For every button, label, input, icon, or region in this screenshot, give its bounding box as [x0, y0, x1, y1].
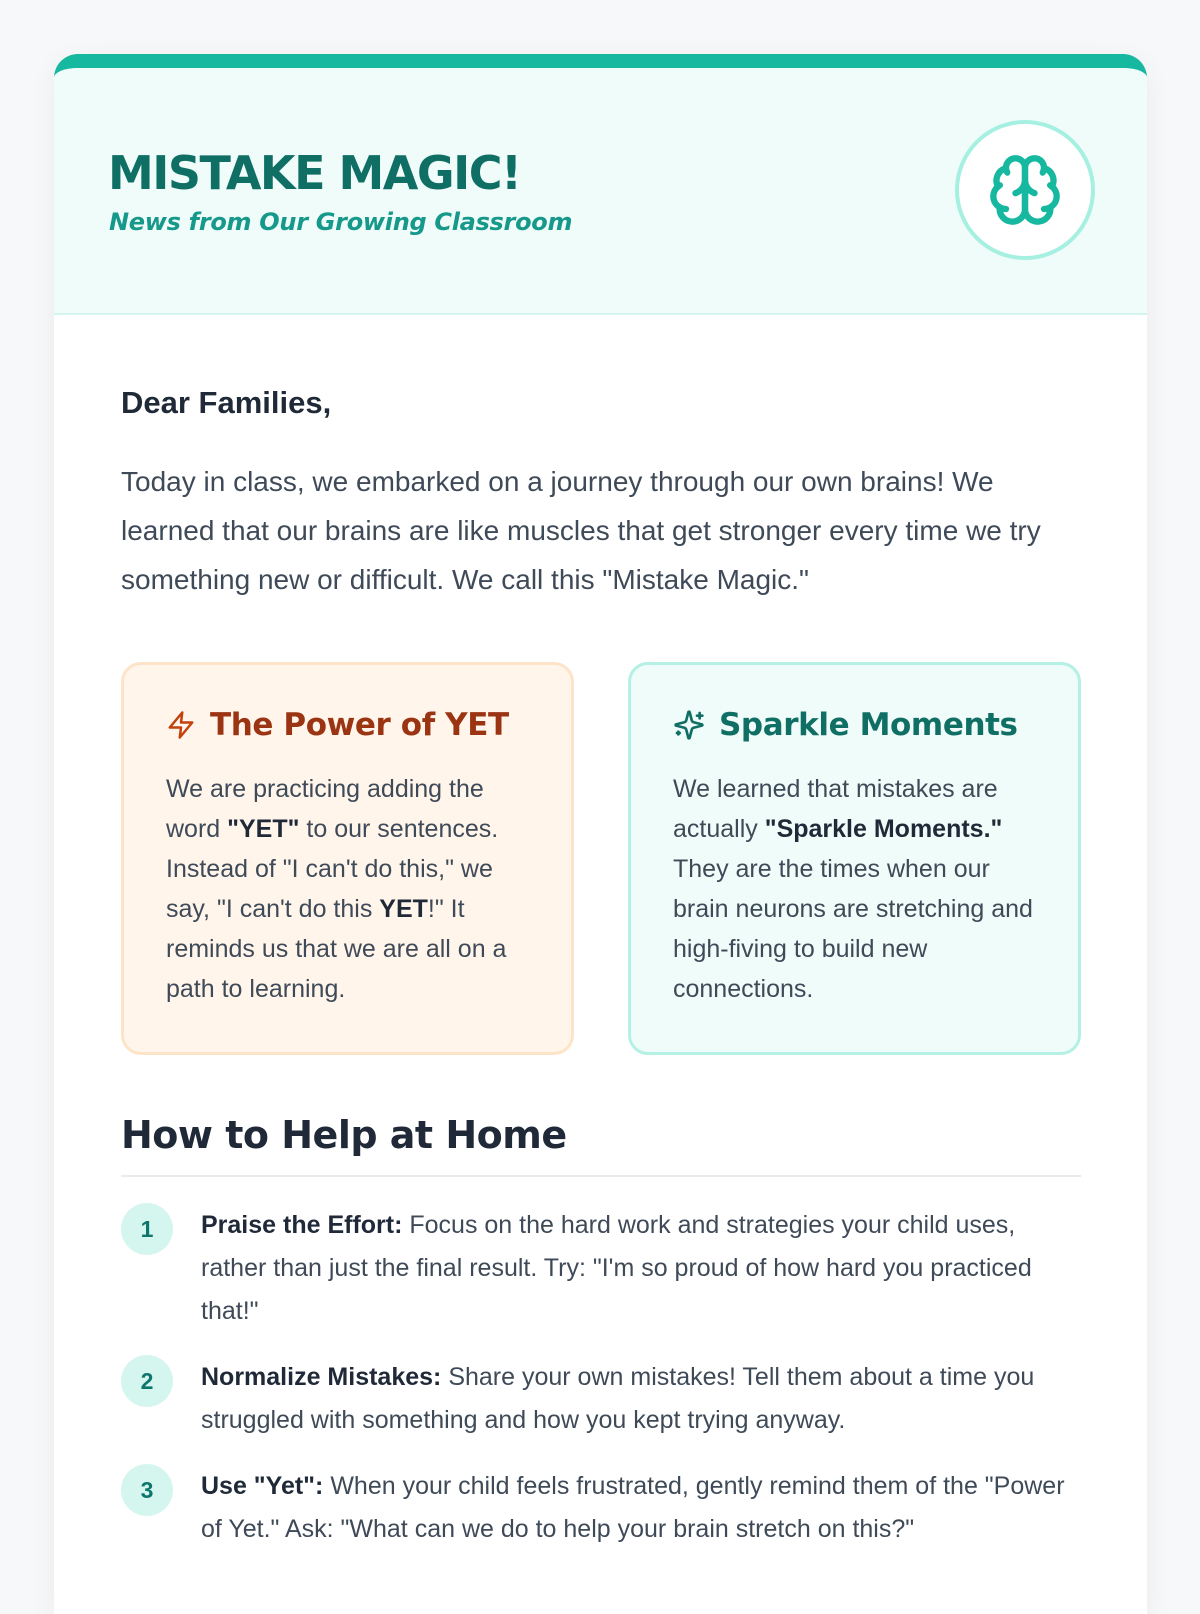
list-item [121, 1464, 1081, 1551]
list-item [121, 1203, 1081, 1333]
sparkle-moments-title: Sparkle Moments [719, 707, 1018, 743]
step-body: When your child feels frustrated, gently remind them of the "Power of Yet." Ask: "What can we do to help your brain stretch on this?" [201, 1472, 1065, 1543]
sparkles-icon [673, 709, 705, 741]
newsletter-body [54, 385, 1147, 1551]
power-of-yet-heading [166, 707, 531, 743]
sparkle-moments-box [628, 662, 1081, 1055]
brain-logo [955, 120, 1095, 260]
newsletter-title: MISTAKE MAGIC! [108, 146, 521, 200]
yet-bold-1: "YET" [227, 815, 300, 843]
step-number: 3 [121, 1464, 173, 1516]
sparkle-bold-1: "Sparkle Moments." [764, 815, 1003, 843]
greeting: Dear Families, [121, 385, 332, 420]
sparkle-text-2: They are the times when our brain neurons are stretching and high-fiving to build new connections. [673, 855, 1033, 1003]
step-label: Normalize Mistakes: [201, 1363, 442, 1391]
help-steps-list [121, 1203, 1081, 1551]
yet-bold-2: YET [379, 895, 428, 923]
step-label: Use "Yet": [201, 1472, 324, 1500]
sparkle-text-1: We learned that mistakes are actually [673, 775, 998, 843]
brain-icon [987, 152, 1063, 228]
lightning-icon [166, 710, 196, 740]
newsletter-header [54, 68, 1147, 315]
newsletter-card [54, 54, 1147, 1614]
help-at-home-heading: How to Help at Home [121, 1113, 1081, 1177]
step-number: 2 [121, 1355, 173, 1407]
feature-boxes [121, 662, 1081, 1055]
sparkle-moments-text [673, 769, 1038, 1009]
power-of-yet-text [166, 769, 531, 1009]
yet-text-1: We are practicing adding the word [166, 775, 484, 843]
step-number: 1 [121, 1203, 173, 1255]
yet-text-2: to our sentences. Instead of "I can't do this," we say, "I can't do this [166, 815, 499, 923]
step-body: Share your own mistakes! Tell them about a time you struggled with something and how you kept trying anyway. [201, 1363, 1035, 1434]
step-text [201, 1203, 1081, 1333]
intro-paragraph: Today in class, we embarked on a journey through our own brains! We learned that our brains are like muscles that get stronger every time we try something new or difficult. We call this "Mistake Magic." [121, 466, 1041, 595]
list-item [121, 1355, 1081, 1442]
yet-text-3: !" It reminds us that we are all on a path to learning. [166, 895, 507, 1003]
power-of-yet-box [121, 662, 574, 1055]
sparkle-moments-heading [673, 707, 1038, 743]
newsletter-subtitle: News from Our Growing Classroom [109, 208, 573, 236]
power-of-yet-title: The Power of YET [210, 707, 509, 743]
step-body: Focus on the hard work and strategies your child uses, rather than just the final result. Try: "I'm so proud of how hard you practiced that!" [201, 1211, 1032, 1325]
step-text [201, 1355, 1081, 1442]
step-label: Praise the Effort: [201, 1211, 403, 1239]
step-text [201, 1464, 1081, 1551]
